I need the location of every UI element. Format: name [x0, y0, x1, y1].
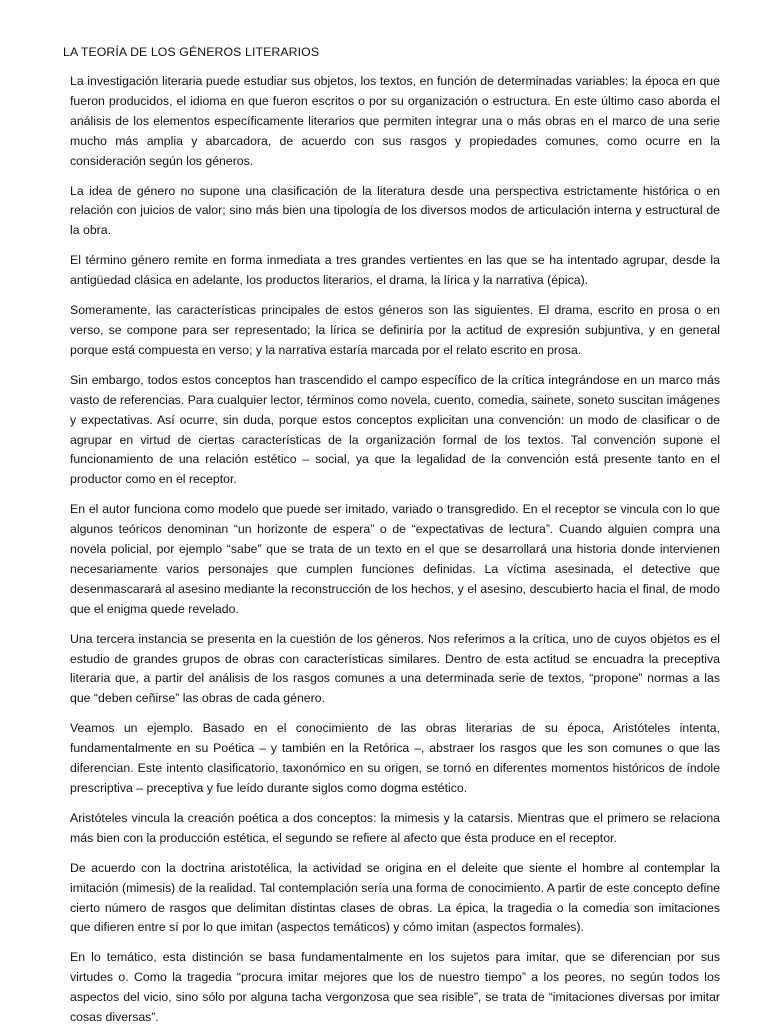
paragraph-7: Una tercera instancia se presenta en la cuestión de los géneros. Nos referimos a la crítica, uno de cuyos objetos es el estudio de grandes grupos de obras con características similares. Dentro de esta actitud se encuadra la preceptiva literaria que, a partir del análisis de los rasgos comunes a una determinada serie de textos, “propone” normas a las que “deben ceñirse” las obras de cada género. [70, 631, 720, 706]
paragraph-2: La idea de género no supone una clasificación de la literatura desde una perspectiva estrictamente histórica o en relación con juicios de valor; sino más bien una tipología de los diversos modos de articulación interna y estructural de la obra. [70, 183, 720, 238]
paragraph-4: Someramente, las características principales de estos géneros son las siguientes. El drama, escrito en prosa o en verso, se compone para ser representado; la lírica se definiría por la actitud de expresión subjuntiva, y en general porque está compuesta en verso; y la narrativa estaría marcada por el relato escrito en prosa. [70, 303, 720, 357]
paragraph-6: En el autor funciona como modelo que puede ser imitado, variado o transgredido. En el receptor se vincula con lo que algunos teóricos denominan “un horizonte de espera” o de “expectativas de lectura”. Cuando alguien compra una novela policial, por ejemplo “sabe” que se trata de un texto en el que se desarrollará una historia donde intervienen necesariamente varios personajes que cumplen funciones definidas. La víctima asesinada, el detective que desenmascarará al asesino mediante la reconstrucción de los hechos, y el asesino, descubierto hacia el final, de modo que el enigma quede revelado. [70, 502, 720, 616]
paragraph-10: De acuerdo con la doctrina aristotélica, la actividad se origina en el deleite que siente el hombre al contemplar la imitación (mimesis) de la realidad. Tal contemplación sería una forma de conocimiento. A partir de este concepto define cierto número de rasgos que delimitan distintas clases de obras. La épica, la tragedia o la comedia son imitaciones que difieren entre sí por lo que imitan (aspectos temáticos) y cómo imitan (aspectos formales). [70, 860, 720, 935]
paragraph-9: Aristóteles vincula la creación poética a dos conceptos: la mimesis y la catarsis. Mientras que el primero se relaciona más bien con la producción estética, el segundo se refiere al afecto que ésta produce en el receptor. [70, 810, 720, 845]
paragraph-5: Sin embargo, todos estos conceptos han trascendido el campo específico de la crítica integrándose en un marco más vasto de referencias. Para cualquier lector, términos como novela, cuento, comedia, sainete, soneto suscitan imágenes y expectativas. Así ocurre, sin duda, porque estos conceptos explicitan una convención: un modo de clasificar o de agrupar en virtud de ciertas características de la organización formal de los textos. Tal convención supone el funcionamiento de una relación estético – social, ya que la legalidad de la convención está presente tanto en el productor como en el receptor. [70, 372, 720, 487]
paragraph-11: En lo temático, esta distinción se basa fundamentalmente en los sujetos para imitar, que se diferencian por sus virtudes o. Como la tragedia “procura imitar mejores que los de nuestro tiempo” a los peores, no según todos los aspectos del vicio, sino sólo por alguna tacha vergonzosa que sea risible”, se trata de “imitaciones diversas por imitar cosas diversas”. [70, 950, 720, 1025]
paragraph-1: La investigación literaria puede estudiar sus objetos, los textos, en función de determinadas variables: la época en que fueron producidos, el idioma en que fueron escritos o por su organización o estructura. En este último caso aborda el análisis de los elementos específicamente literarios que permiten integrar una o más obras en el marco de una serie mucho más amplia y abarcadora, de acuerdo con sus rasgos y propiedades comunes, como ocurre en la consideración según los géneros. [70, 74, 720, 168]
paragraph-8: Veamos un ejemplo. Basado en el conocimiento de las obras literarias de su época, Aristóteles intenta, fundamentalmente en su Poética – y también en la Retórica –, abstraer los rasgos que les son comunes o que las diferencian. Este intento clasificatorio, taxonómico en su origen, se tornó en diferentes momentos históricos de índole prescriptiva – preceptiva y fue leído durante siglos como dogma estético. [70, 721, 720, 795]
paragraph-3: El término género remite en forma inmediata a tres grandes vertientes en las que se ha intentado agrupar, desde la antigüedad clásica en adelante, los productos literarios, el drama, la lírica y la narrativa (épica). [70, 253, 720, 288]
document-title: LA TEORÍA DE LOS GÉNEROS LITERARIOS [63, 45, 320, 59]
